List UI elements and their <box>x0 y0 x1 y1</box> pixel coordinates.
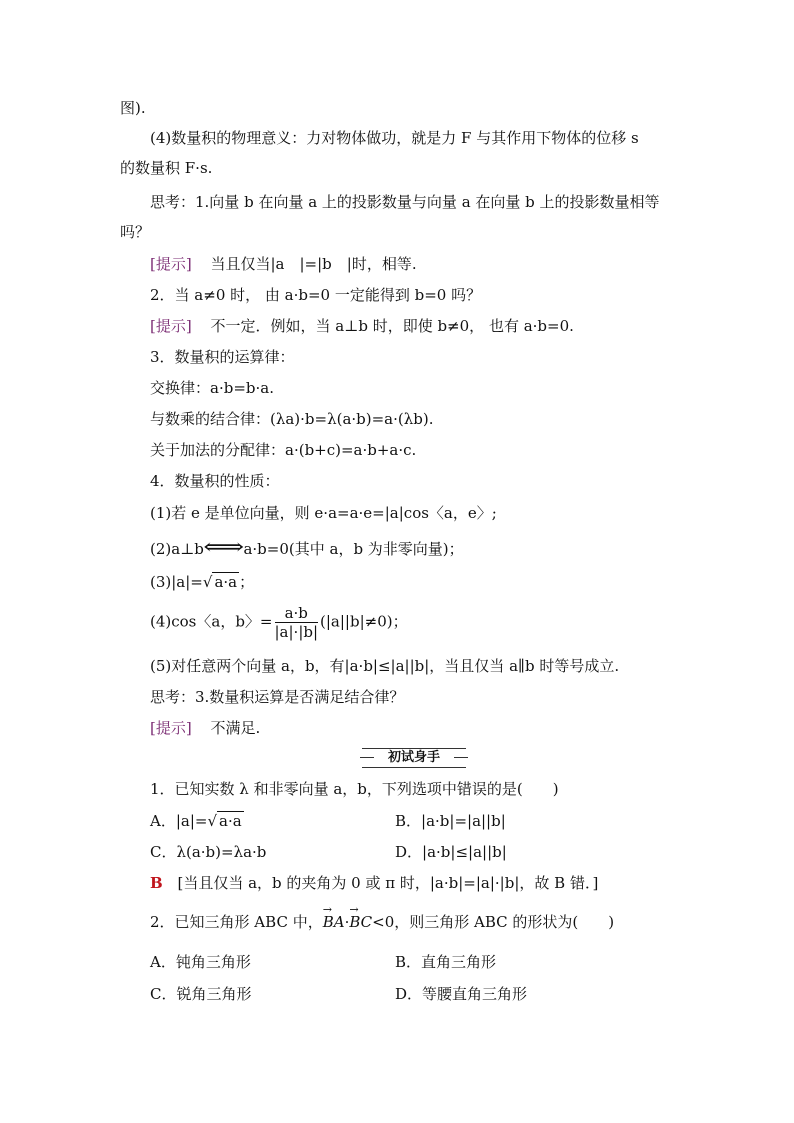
fraction <box>275 604 319 641</box>
text-line: (1)若 e 是单位向量，则 e·a=a·e=|a|cos〈a，e〉; <box>150 504 497 522</box>
text-line: 关于加法的分配律：a·(b+c)=a·b+a·c. <box>150 441 417 459</box>
fraction-numerator: a·b <box>275 604 319 623</box>
text-line: 思考：1.向量 b 在向量 a 上的投影数量与向量 a 在向量 b 上的投影数量相等 <box>150 193 660 211</box>
text-line: 2．当 a≠0 时， 由 a·b=0 一定能得到 b=0 吗？ <box>150 286 482 304</box>
formula-part: (3)|a|= <box>150 573 203 591</box>
option-a: A．钝角三角形 <box>150 953 251 971</box>
vector-bc: → BC <box>349 912 372 932</box>
question-text: 2．已知三角形 ABC 中， <box>150 913 323 931</box>
sqrt-radicand: a·a <box>214 573 238 591</box>
option-row <box>150 842 710 862</box>
hint-line <box>150 254 417 274</box>
text-line: 4．数量积的性质： <box>150 472 280 490</box>
option-b: B．|a·b|=|a||b| <box>395 812 506 830</box>
text-line: 与数乘的结合律：(λa)·b=λ(a·b)=a·(λb). <box>150 410 434 428</box>
answer-text: [当且仅当 a，b 的夹角为 0 或 π 时，|a·b|=|a|·|b|，故 B 错．] <box>177 874 599 892</box>
hint-tag: [提示] <box>150 317 192 335</box>
option-c: C．锐角三角形 <box>150 985 252 1003</box>
hint-line <box>150 316 574 336</box>
text-line: 图). <box>120 99 146 117</box>
question-1: 1．已知实数 λ 和非零向量 a，b，下列选项中错误的是( ) <box>150 780 559 798</box>
option-b: B．直角三角形 <box>395 953 497 971</box>
text-line: 思考：3.数量积运算是否满足结合律？ <box>150 688 405 706</box>
section-banner: 初试身手 <box>362 748 466 768</box>
option-d: D．|a·b|≤|a||b| <box>395 843 507 861</box>
hint-text: 不一定．例如，当 a⊥b 时，即使 b≠0， 也有 a·b=0. <box>210 317 574 335</box>
option-row <box>150 811 710 831</box>
vector-ba: → BA <box>323 912 345 932</box>
answer-line <box>150 873 598 893</box>
formula-line <box>150 535 464 560</box>
double-arrow-icon: ⟺ <box>203 535 245 560</box>
formula-part: a·b=0(其中 a，b 为非零向量)； <box>243 540 464 558</box>
option-a: A．|a|=√ a·a <box>150 812 242 830</box>
hint-text: 当且仅当|a |=|b |时，相等. <box>210 255 417 273</box>
question-text: <0，则三角形 ABC 的形状为( ) <box>372 913 615 931</box>
answer-letter: B <box>150 874 163 892</box>
text-line: 的数量积 F·s. <box>120 159 213 177</box>
option-text: A．|a|= <box>150 812 208 830</box>
formula-line: (3)|a|=√ a·a ； <box>150 573 255 591</box>
option-row <box>150 952 710 972</box>
dot-operator: · <box>344 913 350 931</box>
option-d: D．等腰直角三角形 <box>395 985 528 1003</box>
formula-part: (4)cos〈a，b〉= <box>150 612 273 631</box>
formula-part: ； <box>239 573 255 591</box>
hint-line <box>150 718 260 738</box>
fraction-denominator: |a|·|b| <box>274 623 319 641</box>
question-2 <box>150 912 614 932</box>
text-line: (4)数量积的物理意义：力对物体做功，就是力 F 与其作用下物体的位移 s <box>150 129 639 147</box>
hint-text: 不满足. <box>210 719 261 737</box>
formula-part: (|a||b|≠0)； <box>320 612 408 631</box>
hint-tag: [提示] <box>150 255 192 273</box>
sqrt-radicand: a·a <box>219 812 242 830</box>
option-c: C．λ(a·b)=λa·b <box>150 843 267 861</box>
text-line: 交换律：a·b=b·a. <box>150 379 274 397</box>
option-row <box>150 984 710 1004</box>
text-line: (5)对任意两个向量 a，b，有|a·b|≤|a||b|，当且仅当 a∥b 时等号成立. <box>150 657 620 675</box>
text-line: 吗？ <box>120 223 151 241</box>
hint-tag: [提示] <box>150 719 192 737</box>
formula-line <box>150 604 408 641</box>
formula-part: (2)a⊥b <box>150 540 204 558</box>
text-line: 3．数量积的运算律： <box>150 348 295 366</box>
